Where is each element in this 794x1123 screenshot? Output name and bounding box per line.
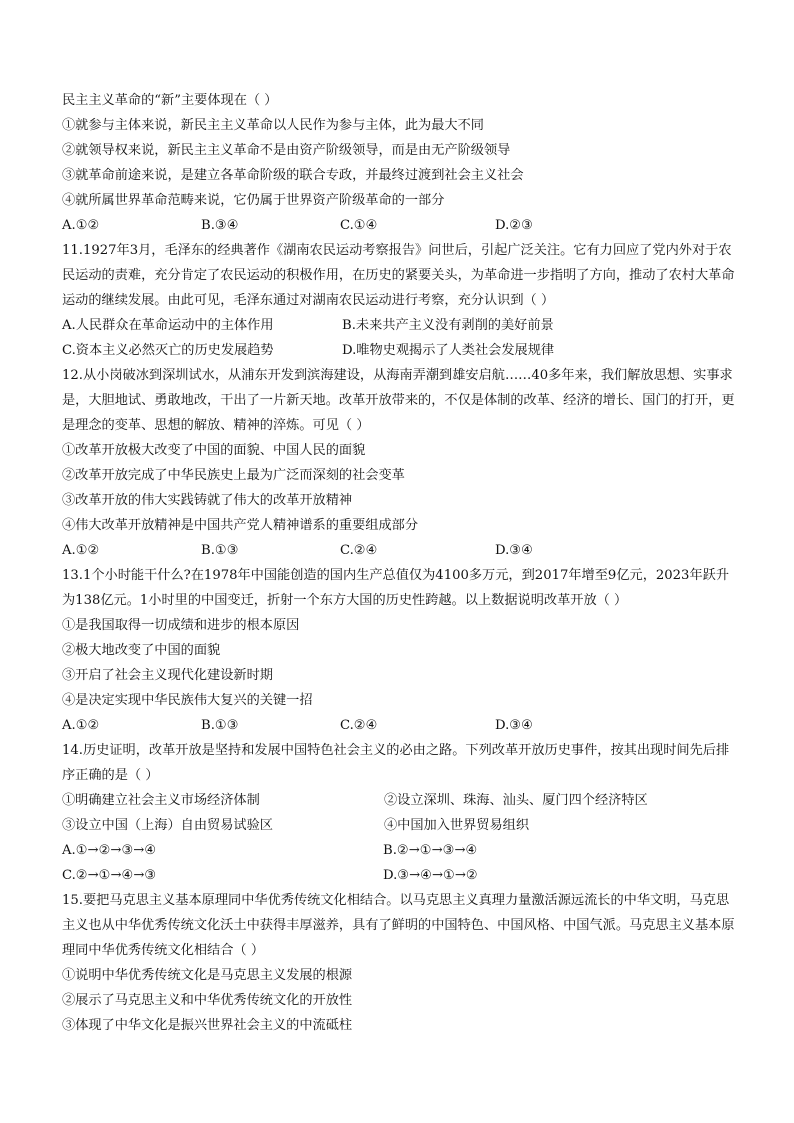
option-d[interactable]: D.唯物史观揭示了人类社会发展规律 <box>342 343 555 358</box>
option-a[interactable]: A.①→②→③→④ <box>62 843 157 858</box>
statement-item: ③改革开放的伟大实践铸就了伟大的改革开放精神 <box>62 493 353 508</box>
statement-item: ②改革开放完成了中华民族史上最为广泛而深刻的社会变革 <box>62 468 405 483</box>
statement-item: ①明确建立社会主义市场经济体制 <box>62 793 260 808</box>
option-b[interactable]: B.③④ <box>201 218 239 233</box>
statement-item: ①说明中华优秀传统文化是马克思主义发展的根源 <box>62 968 353 983</box>
answer-options <box>62 538 740 563</box>
statement-item: ④是决定实现中华民族伟大复兴的关键一招 <box>62 693 313 708</box>
statement-item: ①是我国取得一切成绩和进步的根本原因 <box>62 618 300 633</box>
statement-item: ②展示了马克思主义和中华优秀传统文化的开放性 <box>62 993 353 1008</box>
question-14 <box>62 738 740 888</box>
answer-options <box>62 338 740 363</box>
answer-options <box>62 863 740 888</box>
question-15 <box>62 888 740 1038</box>
answer-options <box>62 213 740 238</box>
question-10 <box>62 88 740 238</box>
option-a[interactable]: A.人民群众在革命运动中的主体作用 <box>62 318 274 333</box>
statement-item: ①改革开放极大改变了中国的面貌、中国人民的面貌 <box>62 443 366 458</box>
option-b[interactable]: B.②→①→③→④ <box>383 843 478 858</box>
option-c[interactable]: C.②④ <box>340 718 378 733</box>
statement-item: ④就所属世界革命范畴来说，它仍属于世界资产阶级革命的一部分 <box>62 193 445 208</box>
option-c[interactable]: C.资本主义必然灭亡的历史发展趋势 <box>62 343 274 358</box>
answer-options <box>62 838 740 863</box>
statement-item: ④中国加入世界贸易组织 <box>384 818 530 833</box>
option-a[interactable]: A.①② <box>62 718 100 733</box>
question-stem: 民主主义革命的“新”主要体现在（ ） <box>62 93 278 108</box>
option-d[interactable]: D.③④ <box>495 543 533 558</box>
question-11 <box>62 238 740 363</box>
question-stem: 12.从小岗破冰到深圳试水，从浦东开发到滨海建设，从海南弄潮到雄安启航……40多年来，我们解放思想、实事求是，大胆地试、勇敢地改，干出了一片新天地。改革开放带来的，不仅是体制的改革、经济的增长、国门的打开，更是理念的变革、思想的解放、精神的淬炼。可见（ ） <box>62 368 735 433</box>
statement-row <box>62 788 740 813</box>
statement-item: ③就革命前途来说，是建立各革命阶级的联合专政，并最终过渡到社会主义社会 <box>62 168 524 183</box>
statement-item: ②就领导权来说，新民主主义革命不是由资产阶级领导，而是由无产阶级领导 <box>62 143 511 158</box>
option-a[interactable]: A.①② <box>62 218 100 233</box>
question-stem: 14.历史证明，改革开放是坚持和发展中国特色社会主义的必由之路。下列改革开放历史事件，按其出现时间先后排序正确的是（ ） <box>62 743 730 783</box>
statement-row <box>62 813 740 838</box>
statement-item: ③开启了社会主义现代化建设新时期 <box>62 668 273 683</box>
statement-item: ④伟大改革开放精神是中国共产党人精神谱系的重要组成部分 <box>62 518 419 533</box>
question-stem: 11.1927年3月，毛泽东的经典著作《湖南农民运动考察报告》问世后，引起广泛关注。它有力回应了党内外对于农民运动的责难，充分肯定了农民运动的积极作用，在历史的紧要关头，为革命进一步指明了方向，推动了农村大革命运动的继续发展。由此可见，毛泽东通过对湖南农民运动进行考察，充分认识到（ ） <box>62 243 735 308</box>
statement-item: ①就参与主体来说，新民主主义革命以人民作为参与主体，此为最大不同 <box>62 118 484 133</box>
option-a[interactable]: A.①② <box>62 543 100 558</box>
option-d[interactable]: D.③→④→①→② <box>383 868 478 883</box>
answer-options <box>62 313 740 338</box>
question-stem: 13.1个小时能干什么?在1978年中国能创造的国内生产总值仅为4100多万元，到2017年增至9亿元，2023年跃升为138亿元。1小时里的中国变迁，折射一个东方大国的历史性跨越。以上数据说明改革开放（ ） <box>62 568 730 608</box>
exam-page <box>62 88 740 1038</box>
option-c[interactable]: C.②→①→④→③ <box>62 868 157 883</box>
option-c[interactable]: C.①④ <box>340 218 378 233</box>
option-d[interactable]: D.②③ <box>495 218 533 233</box>
statement-item: ③设立中国（上海）自由贸易试验区 <box>62 818 273 833</box>
option-b[interactable]: B.未来共产主义没有剥削的美好前景 <box>342 318 554 333</box>
option-b[interactable]: B.①③ <box>201 543 239 558</box>
option-c[interactable]: C.②④ <box>340 543 378 558</box>
statement-item: ③体现了中华文化是振兴世界社会主义的中流砥柱 <box>62 1018 353 1033</box>
option-d[interactable]: D.③④ <box>495 718 533 733</box>
question-12 <box>62 363 740 563</box>
option-b[interactable]: B.①③ <box>201 718 239 733</box>
statement-item: ②极大地改变了中国的面貌 <box>62 643 221 658</box>
statement-item: ②设立深圳、珠海、汕头、厦门四个经济特区 <box>384 793 648 808</box>
answer-options <box>62 713 740 738</box>
question-stem: 15.要把马克思主义基本原理同中华优秀传统文化相结合。以马克思主义真理力量激活源远流长的中华文明，马克思主义也从中华优秀传统文化沃土中获得丰厚滋养，具有了鲜明的中国特色、中国风格、中国气派。马克思主义基本原理同中华优秀传统文化相结合（ ） <box>62 893 735 958</box>
question-13 <box>62 563 740 738</box>
